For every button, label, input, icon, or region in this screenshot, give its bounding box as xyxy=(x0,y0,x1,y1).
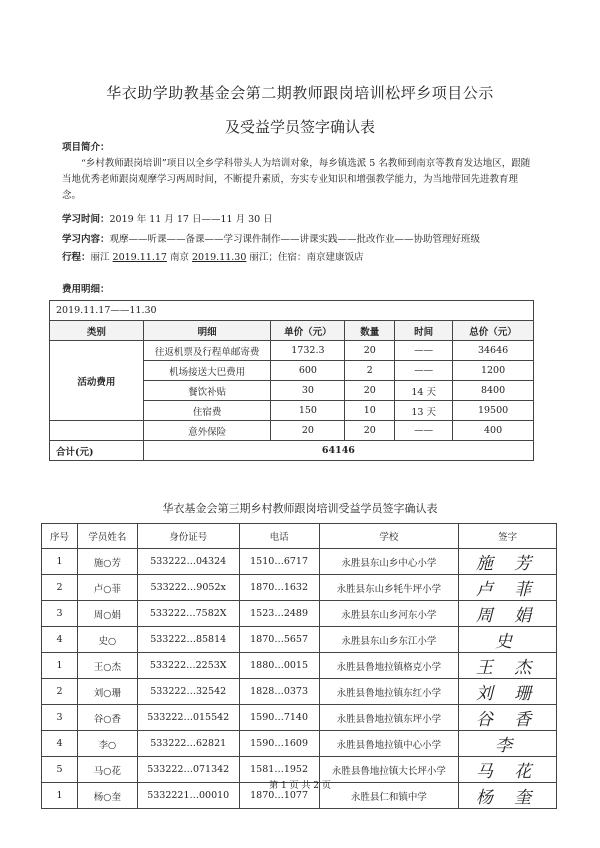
sign-row xyxy=(42,627,557,653)
id-number: 533222…32542 xyxy=(137,679,239,705)
sign-header-cell: 身份证号 xyxy=(137,524,239,549)
intro-section xyxy=(62,140,532,204)
fee-header-cell: 单价（元） xyxy=(271,321,345,341)
row-number: 2 xyxy=(42,679,78,705)
school-name: 永胜县鲁地拉镇东红小学 xyxy=(319,679,459,705)
fee-sum-row xyxy=(50,441,534,461)
row-number: 1 xyxy=(42,653,78,679)
fee-header-row xyxy=(50,321,534,341)
fee-sum-label: 合计(元) xyxy=(50,441,144,461)
fee-time: 14 天 xyxy=(395,381,453,401)
fee-price: 600 xyxy=(271,361,345,381)
id-number: 533222…2253X xyxy=(137,653,239,679)
fee-header-cell: 时间 xyxy=(395,321,453,341)
sign-table xyxy=(41,523,557,809)
school-name: 永胜县东山乡牦牛坪小学 xyxy=(319,575,459,601)
fee-total: 8400 xyxy=(453,381,534,401)
fee-row xyxy=(50,421,534,441)
study-time xyxy=(62,212,532,228)
row-number: 5 xyxy=(42,757,78,783)
route-place-1: 丽江 xyxy=(90,252,113,263)
student-name: 马○花 xyxy=(77,757,137,783)
fee-time: —— xyxy=(395,361,453,381)
signature: 施 芳 xyxy=(459,549,557,575)
signature: 史 xyxy=(459,627,557,653)
study-content-value: 观摩——听课——备课——学习课件制作——讲课实践——批改作业——协助管理好班级 xyxy=(109,234,481,245)
student-name: 周○娟 xyxy=(77,601,137,627)
fee-qty: 20 xyxy=(345,421,395,441)
fee-period: 2019.11.17——11.30 xyxy=(50,301,534,321)
fee-price: 20 xyxy=(271,421,345,441)
route-date-2: 2019.11.30 xyxy=(192,252,247,263)
school-name: 永胜县鲁地拉镇格克小学 xyxy=(319,653,459,679)
fee-header-cell: 类别 xyxy=(50,321,144,341)
school-name: 永胜县鲁地拉镇大长坪小学 xyxy=(319,757,459,783)
sign-header-cell: 学校 xyxy=(319,524,459,549)
student-name: 史○ xyxy=(77,627,137,653)
fee-category-empty xyxy=(50,421,144,441)
sign-header-cell: 学员姓名 xyxy=(77,524,137,549)
fee-time: —— xyxy=(395,341,453,361)
fee-category: 活动费用 xyxy=(50,341,144,421)
school-name: 永胜县东山乡东江小学 xyxy=(319,627,459,653)
student-name: 施○芳 xyxy=(77,549,137,575)
sign-header-cell: 序号 xyxy=(42,524,78,549)
student-name: 杨○奎 xyxy=(77,783,137,809)
row-number: 2 xyxy=(42,575,78,601)
fee-price: 30 xyxy=(271,381,345,401)
signature: 刘 珊 xyxy=(459,679,557,705)
fee-time: —— xyxy=(395,421,453,441)
phone-number: 1870…1632 xyxy=(239,575,319,601)
signature: 杨 奎 xyxy=(459,783,557,809)
sign-header-cell: 签字 xyxy=(459,524,557,549)
row-number: 4 xyxy=(42,731,78,757)
sign-row xyxy=(42,731,557,757)
school-name: 永胜县鲁地拉镇东坪小学 xyxy=(319,705,459,731)
row-number: 1 xyxy=(42,783,78,809)
sign-row xyxy=(42,575,557,601)
sign-row xyxy=(42,549,557,575)
hotel-name: 南京建康饭店 xyxy=(306,252,364,263)
fee-sum-value: 64146 xyxy=(143,441,533,461)
fee-item: 机场接送大巴费用 xyxy=(143,361,271,381)
route-date-1: 2019.11.17 xyxy=(112,252,167,263)
sign-table-body xyxy=(42,549,557,809)
school-name: 永胜县仁和镇中学 xyxy=(319,783,459,809)
route-label: 行程： xyxy=(62,252,91,263)
school-name: 永胜县东山乡中心小学 xyxy=(319,549,459,575)
sign-header-cell: 电话 xyxy=(239,524,319,549)
fee-price: 1732.3 xyxy=(271,341,345,361)
sign-row xyxy=(42,705,557,731)
signature: 周 娟 xyxy=(459,601,557,627)
fee-qty: 20 xyxy=(345,381,395,401)
student-name: 李○ xyxy=(77,731,137,757)
student-name: 谷○香 xyxy=(77,705,137,731)
sign-header-row xyxy=(42,524,557,549)
fee-table xyxy=(49,300,534,461)
phone-number: 1590…7140 xyxy=(239,705,319,731)
fee-total: 1200 xyxy=(453,361,534,381)
row-number: 4 xyxy=(42,627,78,653)
sign-row xyxy=(42,653,557,679)
fee-qty: 2 xyxy=(345,361,395,381)
student-name: 卢○菲 xyxy=(77,575,137,601)
signature: 王 杰 xyxy=(459,653,557,679)
phone-number: 1581…1952 xyxy=(239,757,319,783)
row-number: 3 xyxy=(42,705,78,731)
study-content-label: 学习内容： xyxy=(62,234,110,245)
fee-total: 34646 xyxy=(453,341,534,361)
phone-number: 1510…6717 xyxy=(239,549,319,575)
fee-time: 13 天 xyxy=(395,401,453,421)
study-content xyxy=(62,232,532,248)
document-subtitle: 及受益学员签字确认表 xyxy=(224,118,375,136)
row-number: 1 xyxy=(42,549,78,575)
signature: 卢 菲 xyxy=(459,575,557,601)
fee-qty: 20 xyxy=(345,341,395,361)
route-place-3: 丽江；住宿： xyxy=(246,252,307,263)
document-title: 华衣助学助教基金会第二期教师跟岗培训松坪乡项目公示 xyxy=(106,84,494,102)
fee-item: 住宿费 xyxy=(143,401,271,421)
id-number: 533222…9052x xyxy=(137,575,239,601)
route-place-2: 南京 xyxy=(166,252,192,263)
sign-table-title: 华衣基金会第三期乡村教师跟岗培训受益学员签字确认表 xyxy=(162,502,438,515)
intro-heading: 项目简介： xyxy=(62,142,110,153)
id-number: 533222…071342 xyxy=(137,757,239,783)
fee-header-cell: 数量 xyxy=(345,321,395,341)
phone-number: 1590…1609 xyxy=(239,731,319,757)
id-number: 533222…04324 xyxy=(137,549,239,575)
signature: 谷 香 xyxy=(459,705,557,731)
intro-text: “乡村教师跟岗培训”项目以全乡学科带头人为培训对象，每乡镇选派 5 名教师到南京等教育发达地区，跟随当地优秀老师跟岗观摩学习两周时间，不断提升素质，夯实专业知识和增强教学能力，为当地带回先进教育理念。 xyxy=(62,158,531,201)
fee-total: 19500 xyxy=(453,401,534,421)
id-number: 5332221…00010 xyxy=(137,783,239,809)
sign-row xyxy=(42,679,557,705)
fee-header-cell: 总价（元） xyxy=(453,321,534,341)
fee-price: 150 xyxy=(271,401,345,421)
fee-row xyxy=(50,341,534,361)
student-name: 王○杰 xyxy=(77,653,137,679)
fee-item: 餐饮补贴 xyxy=(143,381,271,401)
sign-row xyxy=(42,601,557,627)
id-number: 533222…015542 xyxy=(137,705,239,731)
phone-number: 1880…0015 xyxy=(239,653,319,679)
phone-number: 1523…2489 xyxy=(239,601,319,627)
school-name: 永胜县东山乡河东小学 xyxy=(319,601,459,627)
id-number: 533222…7582X xyxy=(137,601,239,627)
study-time-value: 2019 年 11 月 17 日——11 月 30 日 xyxy=(109,214,273,225)
id-number: 533222…85814 xyxy=(137,627,239,653)
row-number: 3 xyxy=(42,601,78,627)
phone-number: 1870…5657 xyxy=(239,627,319,653)
fee-header-cell: 明细 xyxy=(143,321,271,341)
fee-item: 意外保险 xyxy=(143,421,271,441)
phone-number: 1870…1077 xyxy=(239,783,319,809)
fee-item: 往返机票及行程单邮寄费 xyxy=(143,341,271,361)
signature: 马 花 xyxy=(459,757,557,783)
school-name: 永胜县鲁地拉镇中心小学 xyxy=(319,731,459,757)
study-time-label: 学习时间： xyxy=(62,214,110,225)
id-number: 533222…62821 xyxy=(137,731,239,757)
route-line xyxy=(62,250,532,266)
student-name: 刘○珊 xyxy=(77,679,137,705)
signature: 李 xyxy=(459,731,557,757)
fee-total: 400 xyxy=(453,421,534,441)
page-footer: 第 1 页 共 2 页 xyxy=(269,781,331,791)
fee-heading: 费用明细： xyxy=(62,284,110,295)
fee-qty: 10 xyxy=(345,401,395,421)
phone-number: 1828…0373 xyxy=(239,679,319,705)
